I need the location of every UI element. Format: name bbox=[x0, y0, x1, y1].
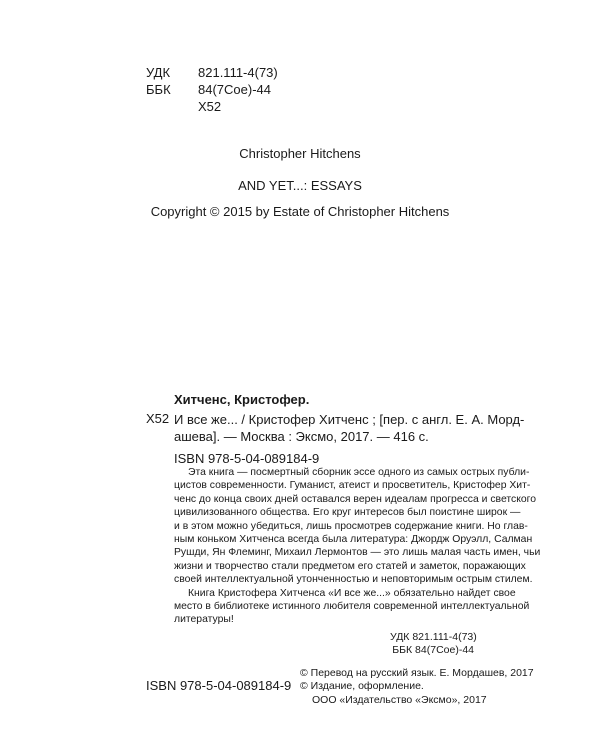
annotation-line: литературы! bbox=[174, 614, 234, 626]
codes-small-udk: УДК 821.111-4(73) bbox=[390, 631, 477, 643]
annotation-line: цивилизованного общества. Его круг интересов был поистине широк — bbox=[174, 507, 521, 519]
footer-isbn: ISBN 978-5-04-089184-9 bbox=[146, 678, 292, 693]
udk-row bbox=[146, 64, 278, 81]
catalog-isbn: ISBN 978-5-04-089184-9 bbox=[174, 451, 320, 466]
bbk-label: ББК bbox=[146, 82, 171, 97]
catalog-description bbox=[174, 411, 524, 445]
classification-block bbox=[146, 64, 278, 115]
annotation-paragraph-1 bbox=[174, 466, 541, 587]
annotation bbox=[174, 466, 541, 627]
bbk-value: 84(7Сое)-44 bbox=[198, 82, 271, 97]
original-author: Christopher Hitchens bbox=[239, 146, 361, 161]
annotation-line: Эта книга — посмертный сборник эссе одного из самых острых публи- bbox=[188, 467, 530, 478]
original-title: AND YET...: ESSAYS bbox=[238, 178, 362, 193]
rights-line: © Перевод на русский язык. Е. Мордашев, 2017 bbox=[300, 667, 534, 679]
annotation-line: Книга Кристофера Хитченса «И все же...» обязательно найдет свое bbox=[188, 587, 516, 599]
original-copyright: Copyright © 2015 by Estate of Christopher Hitchens bbox=[150, 204, 450, 219]
author-mark: Х52 bbox=[198, 99, 222, 114]
catalog-description-line: ашева]. — Москва : Эксмо, 2017. — 416 с. bbox=[174, 429, 429, 444]
annotation-line: Рушди, Ян Флеминг, Михаил Лермонтов — это лишь малая часть имен, чьи bbox=[174, 547, 541, 559]
annotation-line: и в этом можно убедиться, лишь просмотрев содержание книги. Но глав- bbox=[174, 520, 528, 532]
catalog-heading: Хитченс, Кристофер. bbox=[174, 392, 310, 407]
annotation-line: своей интеллектуальной утонченностью и неповторимым острым стилем. bbox=[174, 574, 533, 586]
codes-small bbox=[390, 631, 477, 658]
annotation-line: жизни и творчество стали предметом его статей и заметок, поражающих bbox=[174, 560, 526, 572]
annotation-line: ным коньком Хитченса всегда была литература: Джордж Оруэлл, Салман bbox=[174, 534, 533, 546]
annotation-line: место в библиотеке истинного любителя современной интеллектуальной bbox=[174, 601, 530, 613]
author-mark-row bbox=[146, 98, 278, 115]
bbk-row bbox=[146, 81, 278, 98]
annotation-line: ченс до конца своих дней оставался верен идеалам прогресса и светского bbox=[174, 493, 537, 505]
udk-label: УДК bbox=[146, 65, 171, 80]
rights-line: © Издание, оформление. bbox=[300, 680, 424, 693]
rights-block bbox=[300, 667, 534, 707]
catalog-description-line: И все же... / Кристофер Хитченс ; [пер. с англ. Е. А. Морд- bbox=[174, 412, 525, 427]
udk-value: 821.111-4(73) bbox=[198, 65, 278, 80]
annotation-line: цистов современности. Гуманист, атеист и просветитель, Кристофер Хит- bbox=[174, 480, 531, 492]
annotation-paragraph-2 bbox=[174, 587, 530, 627]
codes-small-bbk: ББК 84(7Сое)-44 bbox=[392, 644, 474, 657]
catalog-code: Х52 bbox=[146, 411, 170, 426]
rights-line: ООО «Издательство «Эксмо», 2017 bbox=[312, 693, 487, 706]
